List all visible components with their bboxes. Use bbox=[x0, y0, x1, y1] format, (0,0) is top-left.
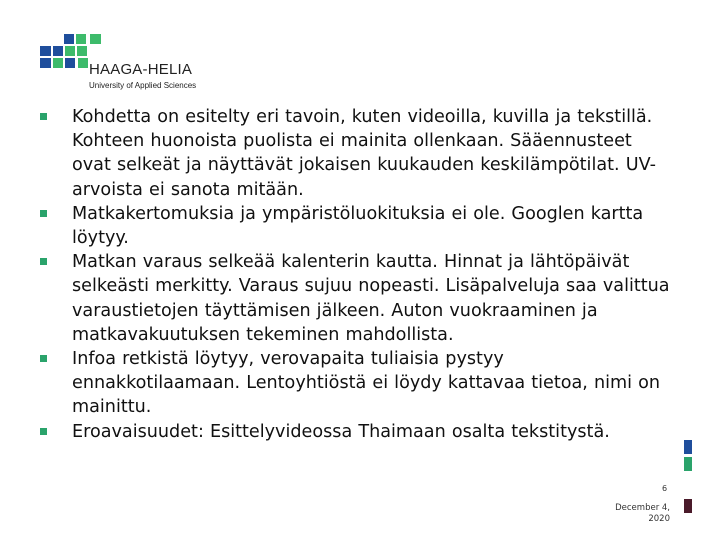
bullet-item bbox=[40, 105, 670, 202]
bullet-square-icon bbox=[40, 428, 47, 435]
logo-square bbox=[40, 58, 51, 68]
side-bar-blue bbox=[684, 440, 692, 454]
bullet-item bbox=[40, 347, 670, 420]
bullet-item bbox=[40, 202, 670, 250]
bullet-text: Infoa retkistä löytyy, verovapaita tuliaisia pystyy ennakkotilaamaan. Lentoyhtiöstä ei löydy kattavaa tietoa, nimi on mainittu. bbox=[72, 349, 661, 418]
side-bar-green bbox=[684, 457, 692, 471]
page-number: 6 bbox=[662, 484, 668, 493]
bullet-text: Eroavaisuudet: Esittelyvideossa Thaimaan osalta tekstitystä. bbox=[72, 421, 610, 442]
bullet-item bbox=[40, 420, 670, 444]
date-line: 2020 bbox=[648, 514, 670, 524]
bullet-item bbox=[40, 250, 670, 347]
bullet-square-icon bbox=[40, 355, 47, 362]
logo-square bbox=[53, 46, 63, 56]
logo-subtitle: University of Applied Sciences bbox=[89, 81, 197, 90]
bullet-text: Kohdetta on esitelty eri tavoin, kuten videoilla, kuvilla ja tekstillä. Kohteen huonoista puolista ei mainita ollenkaan. Sääennusteet ovat selkeät ja näyttävät jokaisen kuukauden keskilämpötilat. UV-arvoista ei sanota mitään. bbox=[72, 107, 656, 200]
bullet-text: Matkakertomuksia ja ympäristöluokituksia ei ole. Googlen kartta löytyy. bbox=[72, 203, 644, 249]
logo-square bbox=[76, 34, 86, 44]
bullet-text: Matkan varaus selkeää kalenterin kautta. Hinnat ja lähtöpäivät selkeästi merkitty. Varaus sujuu nopeasti. Lisäpalveluja saa valittua varaustietojen täyttämisen jälkeen. Auton vuokraaminen ja matkavakuutuksen tekeminen mahdollista. bbox=[72, 252, 670, 345]
logo-square bbox=[53, 58, 63, 68]
logo-square bbox=[90, 34, 101, 44]
bullet-list bbox=[40, 105, 670, 444]
logo-square bbox=[40, 46, 51, 56]
logo-square bbox=[65, 58, 75, 68]
logo-square bbox=[77, 46, 87, 56]
bullet-square-icon bbox=[40, 113, 47, 120]
slide-date bbox=[600, 503, 670, 525]
date-line: December 4, bbox=[615, 503, 670, 513]
logo-name: HAAGA-HELIA bbox=[89, 61, 193, 78]
logo-square bbox=[64, 34, 74, 44]
bullet-square-icon bbox=[40, 258, 47, 265]
logo-square bbox=[65, 46, 75, 56]
side-bar-dark bbox=[684, 499, 692, 513]
bullet-square-icon bbox=[40, 210, 47, 217]
logo-square bbox=[78, 58, 88, 68]
haaga-helia-logo bbox=[38, 30, 208, 95]
